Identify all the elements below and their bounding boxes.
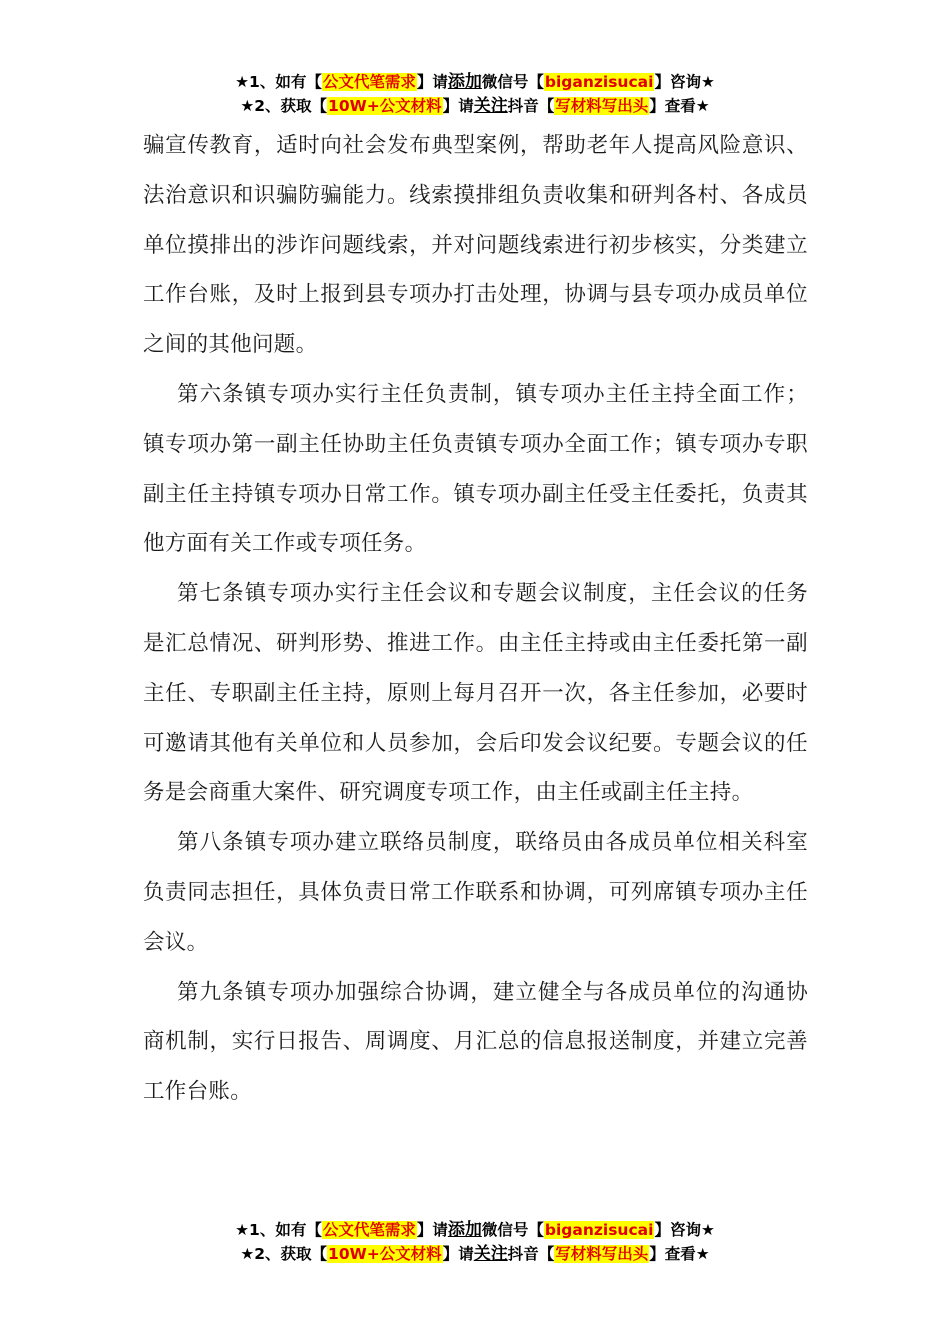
- banner-douyin-id: 写材料写出头: [555, 97, 649, 115]
- banner-line-1: [0, 1218, 950, 1242]
- banner-text: 抖音【: [507, 1245, 555, 1263]
- banner-emphasis: 添加: [447, 72, 482, 92]
- footer-banner: [0, 1218, 950, 1266]
- banner-text: ★2、获取【: [240, 97, 328, 115]
- paragraph-continued: 骗宣传教育，适时向社会发布典型案例，帮助老年人提高风险意识、法治意识和识骗防骗能力。线索摸排组负责收集和研判各村、各成员单位摸排出的涉诈问题线索，并对问题线索进行初步核实，分类建立工作台账，及时上报到县专项办打击处理，协调与县专项办成员单位之间的其他问题。: [143, 133, 808, 358]
- banner-text: 微信号【: [481, 1221, 544, 1239]
- banner-highlight: 公文代笔需求: [322, 1221, 416, 1239]
- banner-highlight: 10W+公文材料: [328, 1245, 442, 1263]
- banner-emphasis: 添加: [447, 1220, 482, 1240]
- banner-highlight: 公文代笔需求: [322, 73, 416, 91]
- header-banner: [0, 70, 950, 118]
- banner-text: 】请: [416, 1221, 448, 1239]
- paragraph-article-6: 第六条镇专项办实行主任负责制，镇专项办主任主持全面工作；镇专项办第一副主任协助主任负责镇专项办全面工作；镇专项办专职副主任主持镇专项办日常工作。镇专项办副主任受主任委托，负责其他方面有关工作或专项任务。: [143, 381, 808, 557]
- banner-text: 】咨询★: [654, 73, 715, 91]
- paragraph-article-7: 第七条镇专项办实行主任会议和专题会议制度，主任会议的任务是汇总情况、研判形势、推进工作。由主任主持或由主任委托第一副主任、专职副主任主持，原则上每月召开一次，各主任参加，必要时可邀请其他有关单位和人员参加，会后印发会议纪要。专题会议的任务是会商重大案件、研究调度专项工作，由主任或副主任主持。: [143, 581, 808, 806]
- banner-highlight: 10W+公文材料: [328, 97, 442, 115]
- paragraph-article-9: 第九条镇专项办加强综合协调，建立健全与各成员单位的沟通协商机制，实行日报告、周调度、月汇总的信息报送制度，并建立完善工作台账。: [143, 979, 808, 1105]
- paragraph-article-8: 第八条镇专项办建立联络员制度，联络员由各成员单位相关科室负责同志担任，具体负责日常工作联系和协调，可列席镇专项办主任会议。: [143, 830, 808, 955]
- banner-text: ★1、如有【: [235, 73, 322, 91]
- banner-text: 】查看★: [649, 1245, 710, 1263]
- banner-douyin-id: 写材料写出头: [555, 1245, 649, 1263]
- banner-wechat-id: biganzisucai: [544, 1221, 654, 1239]
- banner-wechat-id: biganzisucai: [544, 73, 654, 91]
- banner-text: 】咨询★: [654, 1221, 715, 1239]
- banner-line-2: [0, 94, 950, 118]
- banner-text: 微信号【: [481, 73, 544, 91]
- banner-emphasis: 关注: [473, 96, 508, 116]
- banner-text: 】查看★: [649, 97, 710, 115]
- banner-text: 】请: [416, 73, 448, 91]
- document-body: [143, 121, 808, 1117]
- banner-text: ★1、如有【: [235, 1221, 322, 1239]
- banner-emphasis: 关注: [473, 1244, 508, 1264]
- banner-text: ★2、获取【: [240, 1245, 328, 1263]
- banner-line-1: [0, 70, 950, 94]
- banner-text: 】请: [442, 1245, 474, 1263]
- banner-line-2: [0, 1242, 950, 1266]
- banner-text: 抖音【: [507, 97, 555, 115]
- banner-text: 】请: [442, 97, 474, 115]
